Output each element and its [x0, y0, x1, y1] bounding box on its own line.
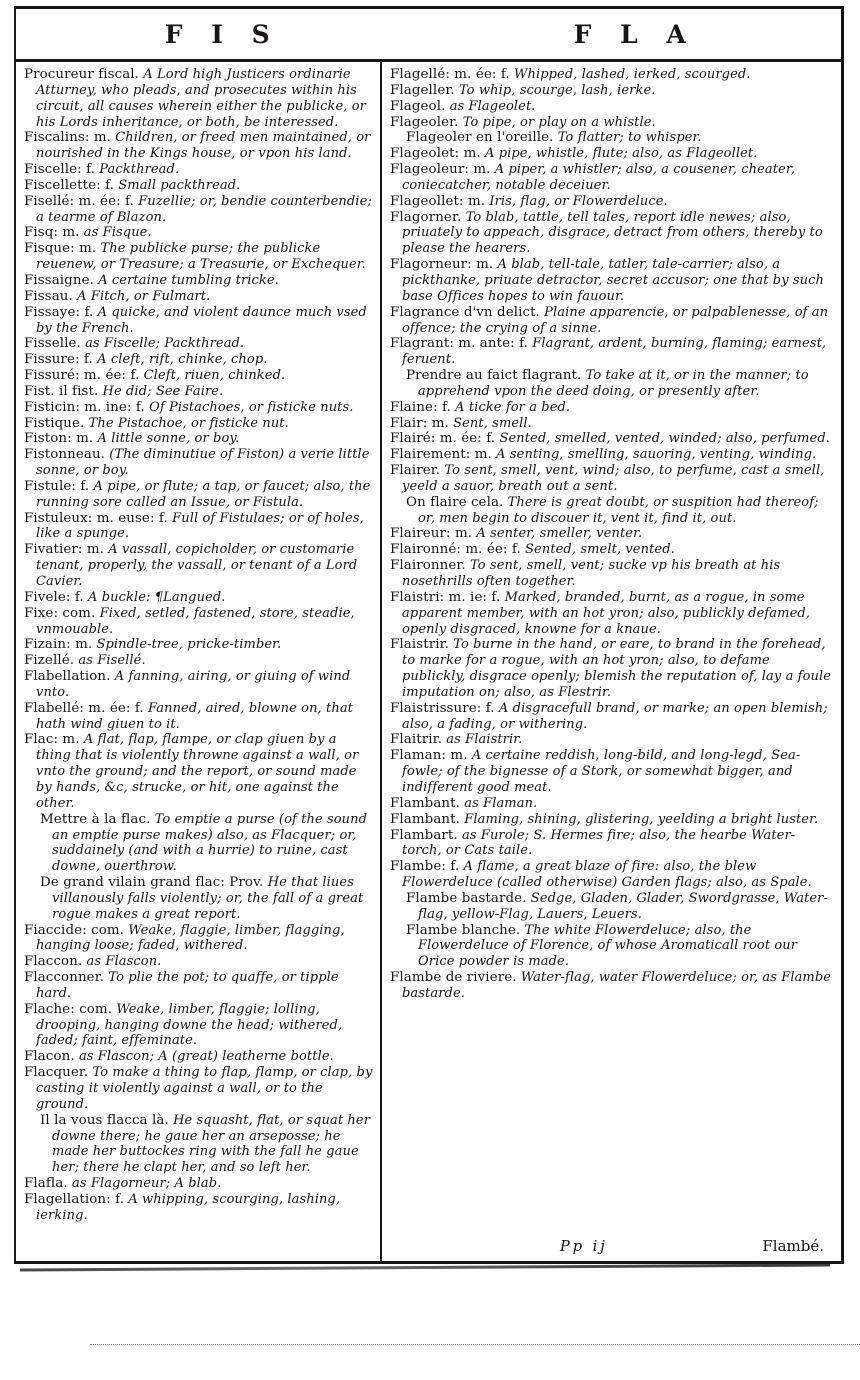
dictionary-entry: [390, 83, 834, 99]
entry-headword: Il la vous flacca là.: [40, 1112, 169, 1128]
dictionary-entry: [24, 1065, 373, 1113]
entry-definition: To blab, tattle, tell tales, report idle newes; also, priuately to appeach, disgrace, detract from others, thereby to please the hearers.: [402, 209, 823, 257]
entry-headword: Flaironné: m. ée: f.: [390, 542, 521, 558]
entry-headword: Flagellation: f.: [24, 1191, 125, 1207]
dictionary-entry: [24, 970, 373, 1002]
entry-definition: Iris, flag, or Flowerdeluce.: [489, 193, 668, 209]
entry-headword: Fivele: f.: [24, 589, 84, 605]
dictionary-entry: [24, 1002, 373, 1050]
dictionary-entry: [390, 67, 834, 83]
entry-headword: Fivatier: m.: [24, 542, 105, 558]
entry-headword: On flaire cela.: [406, 494, 504, 510]
dictionary-entry: [24, 241, 373, 273]
entry-definition: as Flaman.: [464, 795, 538, 811]
entry-definition: as Flascon.: [86, 954, 162, 970]
dictionary-entry: [390, 336, 834, 368]
dictionary-entry: [24, 542, 373, 590]
entry-headword: Flaistrissure: f.: [390, 700, 495, 716]
entry-headword: Flambe blanche.: [406, 922, 521, 938]
dictionary-entry: [24, 1192, 373, 1224]
entry-headword: Fissaye: f.: [24, 304, 94, 320]
dictionary-entry: [24, 606, 373, 638]
dictionary-entry: [24, 416, 373, 432]
running-head: [16, 9, 841, 62]
entry-definition: as Flascon; A (great) leatherne bottle.: [78, 1049, 334, 1065]
entry-definition: A little sonne, or boy.: [97, 431, 240, 447]
entry-definition: A senting, smelling, sauoring, venting, winding.: [496, 447, 817, 463]
entry-headword: Flabellation.: [24, 669, 111, 685]
entry-definition: To sent, smell, vent; sucke vp his breath at his nosethrills often together.: [402, 558, 781, 589]
entry-definition: A buckle: ¶Langued.: [88, 589, 226, 605]
dictionary-entry: [24, 273, 373, 289]
entry-definition: Sented, smelled, vented, winded; also, perfumed.: [499, 431, 830, 447]
signature-mark: Pp ij: [560, 1239, 608, 1255]
entry-definition: Sented, smelt, vented.: [525, 542, 675, 558]
dictionary-entry: [390, 130, 834, 146]
entry-headword: Flaitrir.: [390, 732, 442, 748]
entry-headword: Fiscelle: f.: [24, 162, 96, 178]
entry-definition: A Fitch, or Fulmart.: [77, 288, 211, 304]
entry-definition: A vassall, copicholder, or customarie tenant, properly, the vassall, or tenant of a Lord Cavier.: [36, 542, 358, 589]
entry-headword: Flacconner.: [24, 970, 105, 986]
entry-headword: Flageoler.: [390, 114, 459, 130]
entry-definition: To burne in the hand, or eare, to brand in the forehead, to marke for a rogue, with an hot yron; also, to defame publickly, disgrace openly; blemish the reputation of, lay a foule imputation on; also, as Flestrir.: [402, 637, 832, 700]
dictionary-entry: [24, 1049, 373, 1065]
dictionary-entry: [390, 431, 834, 447]
entry-headword: Flaireur: m.: [390, 526, 473, 542]
entry-definition: To make a thing to flap, flamp, or clap, by casting it violently against a wall, or to the ground.: [36, 1065, 373, 1112]
dictionary-entry: [24, 305, 373, 337]
dictionary-entry: [24, 923, 373, 955]
dictionary-entry: [24, 447, 373, 479]
dictionary-entry: [24, 352, 373, 368]
dictionary-entry: [24, 178, 373, 194]
dictionary-entry: [390, 447, 834, 463]
entry-headword: Flageller.: [390, 82, 455, 98]
entry-headword: Flambant.: [390, 811, 460, 827]
entry-definition: Fixed, setled, fastened, store, steadie, vnmouable.: [36, 605, 355, 637]
dictionary-entry: [390, 796, 834, 812]
entry-definition: as Fisque.: [83, 225, 152, 241]
entry-definition: (The diminutiue of Fiston) a verie little sonne, or boy.: [36, 447, 370, 479]
entry-definition: There is great doubt, or suspition had thereof; or, men begin to discouer it, vent it, find it, out.: [418, 494, 819, 526]
dictionary-entry: [24, 954, 373, 970]
entry-headword: Fiston: m.: [24, 431, 94, 447]
dictionary-entry: [390, 748, 834, 796]
entry-definition: Sedge, Gladen, Glader, Swordgrasse, Water-flag, yellow-Flag, Lauers, Leuers.: [418, 890, 828, 922]
column-right: [382, 62, 841, 1261]
dictionary-entry: [24, 812, 373, 875]
dictionary-entry: [24, 653, 373, 669]
entry-headword: Flagrance d'vn delict.: [390, 304, 540, 320]
entry-definition: Plaine apparencie, or palpablenesse, of an offence; the crying of a sinne.: [402, 304, 829, 336]
entry-definition: Flagrant, ardent, burning, flaming; earnest, feruent.: [402, 336, 827, 368]
entry-headword: Fizellé.: [24, 653, 75, 669]
entry-definition: A blab, tell-tale, tatler, tale-carrier; also, a pickthanke, priuate detractor, secret accusor; one that by such base Offices hopes to win fauour.: [402, 257, 824, 304]
entry-headword: Flambant.: [390, 795, 460, 811]
dictionary-entry: [390, 99, 834, 115]
dictionary-entry: [24, 162, 373, 178]
entry-definition: A flat, flap, flampe, or clap giuen by a thing that is violently throwne against a wall, or vnto the ground; and the report, or sound made by hands, &c, strucke, or hit, one against the other.: [36, 732, 359, 811]
dictionary-entry: [24, 1113, 373, 1176]
entry-headword: Flambe de riviere.: [390, 970, 517, 986]
dictionary-entry: [390, 558, 834, 590]
entry-definition: Marked, branded, burnt, as a rogue, in some apparent member, with an hot yron; also, publickly defamed, openly disgraced, knowne for a knaue.: [402, 589, 811, 637]
entry-headword: Flaironner.: [390, 558, 466, 574]
dictionary-entry: [390, 146, 834, 162]
entry-definition: Children, or freed men maintained, or nourished in the Kings house, or vpon his land.: [36, 130, 371, 162]
entry-headword: Fisque: m.: [24, 241, 97, 257]
dictionary-entry: [24, 511, 373, 543]
dictionary-entry: [390, 526, 834, 542]
dictionary-entry: [24, 637, 373, 653]
dictionary-entry: [390, 828, 834, 860]
entry-definition: He that liues villanously falls violently; or, the fall of a great rogue makes a great report.: [52, 875, 364, 922]
entry-headword: Flageol.: [390, 98, 446, 114]
dictionary-entry: [390, 305, 834, 337]
entry-definition: Spindle-tree, pricke-timber.: [96, 637, 282, 653]
dictionary-entry: [24, 669, 373, 701]
entry-definition: A quicke, and violent daunce much vsed by the French.: [36, 304, 367, 336]
entry-headword: Flache: com.: [24, 1001, 113, 1017]
entry-definition: To whip, scourge, lash, ierke.: [458, 82, 656, 98]
entry-definition: as Flageolet.: [449, 98, 536, 114]
entry-definition: To emptie a purse (of the sound an emptie purse makes) also, as Flacquer; or, suddainely (and with a hurrie) to ruine, cast downe, ouerthrow.: [52, 811, 368, 875]
dictionary-entry: [390, 859, 834, 891]
dictionary-entry: [24, 384, 373, 400]
entry-definition: A piper, a whistler; also, a cousener, cheater, coniecatcher, notable deceiuer.: [402, 162, 795, 193]
scan-next-page-edge: [90, 1344, 860, 1345]
entry-headword: Flambart.: [390, 827, 458, 843]
column-left: [16, 62, 382, 1261]
entry-definition: Fanned, aired, blowne on, that hath wind giuen to it.: [36, 700, 353, 732]
entry-definition: The white Flowerdeluce; also, the Flowerdeluce of Florence, of whose Aromaticall root our Orice powder is made.: [418, 922, 798, 970]
entry-headword: Flageolet: m.: [390, 146, 481, 162]
dictionary-entry: [390, 416, 834, 432]
entry-headword: Flairé: m. ée: f.: [390, 431, 496, 447]
entry-headword: Fiaccide: com.: [24, 922, 125, 938]
entry-definition: A flame, a great blaze of fire: also, the blew Flowerdeluce (called otherwise) Garden flags; also, as Spale.: [402, 859, 812, 891]
entry-headword: Fist. il fist.: [24, 383, 99, 399]
dictionary-entry: [390, 590, 834, 638]
entry-headword: Fistuleux: m. euse: f.: [24, 510, 168, 526]
entry-headword: Flageoleur: m.: [390, 162, 491, 178]
entry-definition: A pipe, whistle, flute; also, as Flageollet.: [484, 146, 758, 162]
entry-definition: To take at it, or in the manner; to apprehend vpon the deed doing, or presently after.: [418, 368, 809, 399]
entry-headword: Flaistrir.: [390, 637, 449, 653]
entry-headword: Fissure: f.: [24, 352, 93, 368]
dictionary-entry: [390, 701, 834, 733]
entry-definition: He did; See Faire.: [102, 383, 224, 399]
entry-headword: Fissuré: m. ée: f.: [24, 368, 140, 384]
entry-headword: Fisticin: m. ine: f.: [24, 399, 145, 415]
entry-definition: The publicke purse; the publicke reuenew, or Treasure; a Treasurie, or Exchequer.: [36, 241, 366, 273]
entry-definition: To flatter; to whisper.: [557, 130, 702, 146]
entry-definition: Sent, smell.: [453, 415, 532, 431]
dictionary-entry: [390, 732, 834, 748]
dictionary-entry: [390, 495, 834, 527]
dictionary-entry: [390, 210, 834, 258]
entry-headword: Flacquer.: [24, 1065, 89, 1081]
dictionary-entry: [390, 115, 834, 131]
dictionary-entry: [390, 542, 834, 558]
entry-headword: Prendre au faict flagrant.: [406, 368, 582, 384]
entry-definition: A fanning, airing, or giuing of wind vnto.: [36, 669, 351, 700]
dictionary-entry: [390, 812, 834, 828]
entry-headword: Flaine: f.: [390, 399, 451, 415]
entry-definition: A disgracefull brand, or marke; an open blemish; also, a fading, or withering.: [402, 700, 828, 732]
dictionary-entry: [390, 194, 834, 210]
entry-headword: Flageoler en l'oreille.: [406, 130, 554, 146]
entry-headword: Flagorner.: [390, 209, 462, 225]
entry-headword: Flairer.: [390, 463, 441, 479]
entry-headword: Fistule: f.: [24, 478, 90, 494]
entry-definition: To plie the pot; to quaffe, or tipple hard.: [36, 970, 339, 1001]
entry-headword: Fistique.: [24, 415, 85, 431]
entry-definition: A certaine reddish, long-bild, and long-legd, Sea-fowle; of the bignesse of a Stork, or somewhat bigger, and indifferent good meat.: [402, 748, 801, 795]
dictionary-entry: [24, 732, 373, 811]
dictionary-entry: [390, 970, 834, 1002]
entry-headword: Fiscalins: m.: [24, 130, 112, 146]
entry-headword: Mettre à la flac.: [40, 811, 151, 827]
entry-definition: as Furole; S. Hermes fire; also, the hearbe Water-torch, or Cats taile.: [402, 827, 796, 859]
dictionary-entry: [24, 1176, 373, 1192]
entry-headword: Fisq: m.: [24, 225, 80, 241]
entry-headword: Fisellé: m. ée: f.: [24, 193, 134, 209]
entry-definition: He squasht, flat, or squat her downe there; he gaue her an arseposse; he made her buttockes ring with the fall he gaue her; there he clapt her, and so left her.: [52, 1112, 371, 1176]
entry-headword: Fisselle.: [24, 336, 81, 352]
entry-definition: Weake, flaggie, limber, flagging, hanging loose; faded, withered.: [36, 922, 345, 954]
dictionary-entry: [390, 463, 834, 495]
entry-headword: Flaman: m.: [390, 748, 468, 764]
entry-definition: as Flaistrir.: [446, 732, 523, 748]
text-columns: [16, 62, 841, 1261]
dictionary-entry: [390, 891, 834, 923]
entry-definition: Fuzellie; or, bendie counterbendie; a tearme of Blazon.: [36, 193, 372, 225]
dictionary-entry: [390, 637, 834, 700]
dictionary-entry: [24, 701, 373, 733]
entry-headword: Flagorneur: m.: [390, 257, 494, 273]
entry-definition: Packthread.: [99, 162, 180, 178]
entry-definition: To sent, smell, vent, wind; also, to perfume, cast a smell, yeeld a sauor, breath out a sent.: [402, 463, 825, 494]
dictionary-entry: [24, 875, 373, 923]
entry-headword: Flafla.: [24, 1176, 68, 1192]
entry-headword: Flaistri: m. ie: f.: [390, 589, 501, 605]
entry-headword: Fissau.: [24, 288, 73, 304]
dictionary-entry: [24, 479, 373, 511]
entry-definition: Small packthread.: [118, 177, 241, 193]
entry-definition: as Fisellé.: [78, 653, 146, 669]
entry-headword: Flair: m.: [390, 415, 449, 431]
entry-headword: Fistonneau.: [24, 447, 106, 463]
dictionary-entry: [24, 67, 373, 130]
entry-definition: The Pistachoe, or fisticke nut.: [88, 415, 289, 431]
dictionary-entry: [24, 368, 373, 384]
dictionary-entry: [390, 400, 834, 416]
entry-headword: De grand vilain grand flac: Prov.: [40, 875, 264, 891]
dictionary-entry: [390, 368, 834, 400]
dictionary-entry: [390, 257, 834, 305]
entry-definition: A certaine tumbling tricke.: [98, 272, 279, 288]
dictionary-entry: [24, 431, 373, 447]
entry-headword: Fissaigne.: [24, 272, 94, 288]
entry-definition: A Lord high Justicers ordinarie Atturney, who pleads, and prosecutes within his circuit, all causes wherein either the publicke, or his Lords inheritance, or both, be interessed.: [36, 67, 366, 130]
dictionary-entry: [24, 590, 373, 606]
entry-headword: Flambe bastarde.: [406, 890, 527, 906]
entry-definition: Full of Fistulaes; or of holes, like a spunge.: [36, 510, 364, 542]
entry-headword: Fiscellette: f.: [24, 177, 115, 193]
entry-definition: Of Pistachoes, or fisticke nuts.: [149, 399, 354, 415]
entry-headword: Flabellé: m. ée: f.: [24, 700, 144, 716]
entry-headword: Flageollet: m.: [390, 193, 486, 209]
entry-headword: Flac: m.: [24, 732, 80, 748]
running-head-right: F L A: [573, 19, 696, 49]
dictionary-entry: [24, 225, 373, 241]
entry-headword: Flairement: m.: [390, 447, 492, 463]
entry-definition: A cleft, rift, chinke, chop.: [97, 352, 268, 368]
entry-headword: Flacon.: [24, 1049, 75, 1065]
dictionary-entry: [24, 400, 373, 416]
entry-definition: Flaming, shining, glistering, yeelding a bright luster.: [464, 811, 819, 827]
colophon-row: [390, 1234, 834, 1257]
entry-headword: Fixe: com.: [24, 605, 96, 621]
entry-headword: Flagrant: m. ante: f.: [390, 336, 529, 352]
entry-definition: Water-flag, water Flowerdeluce; or, as Flambe bastarde.: [402, 970, 832, 1001]
page-frame: [14, 6, 844, 1264]
entry-definition: Whipped, lashed, ierked, scourged.: [514, 67, 751, 82]
running-head-left: F I S: [164, 19, 280, 49]
dictionary-entry: [24, 336, 373, 352]
scan-bottom-border-smudge: [20, 1264, 830, 1272]
entry-definition: A ticke for a bed.: [455, 399, 571, 415]
entry-definition: A pipe, or flute; a tap, or faucet; also, the running sore called an Issue, or Fistula.: [36, 478, 371, 510]
entry-headword: Flagellé: m. ée: f.: [390, 67, 510, 82]
entry-headword: Flaccon.: [24, 954, 83, 970]
entry-definition: A whipping, scourging, lashing, ierking.: [36, 1191, 341, 1223]
entry-definition: Cleft, riuen, chinked.: [143, 368, 286, 384]
entry-headword: Flambe: f.: [390, 859, 460, 875]
entry-definition: as Fiscelle; Packthread.: [85, 336, 245, 352]
dictionary-entry: [390, 923, 834, 971]
entry-headword: Procureur fiscal.: [24, 67, 140, 82]
dictionary-entry: [24, 130, 373, 162]
catchword: Flambé.: [762, 1237, 824, 1255]
entry-headword: Fizain: m.: [24, 637, 93, 653]
dictionary-entry: [390, 162, 834, 194]
entry-definition: as Flagorneur; A blab.: [71, 1176, 222, 1192]
entry-definition: To pipe, or play on a whistle.: [462, 114, 656, 130]
entry-definition: Weake, limber, flaggie; lolling, drooping, hanging downe the head; withered, faded; faint, effeminate.: [36, 1001, 343, 1049]
entry-definition: A senter, smeller, venter.: [476, 526, 643, 542]
dictionary-entry: [24, 194, 373, 226]
dictionary-entry: [24, 289, 373, 305]
